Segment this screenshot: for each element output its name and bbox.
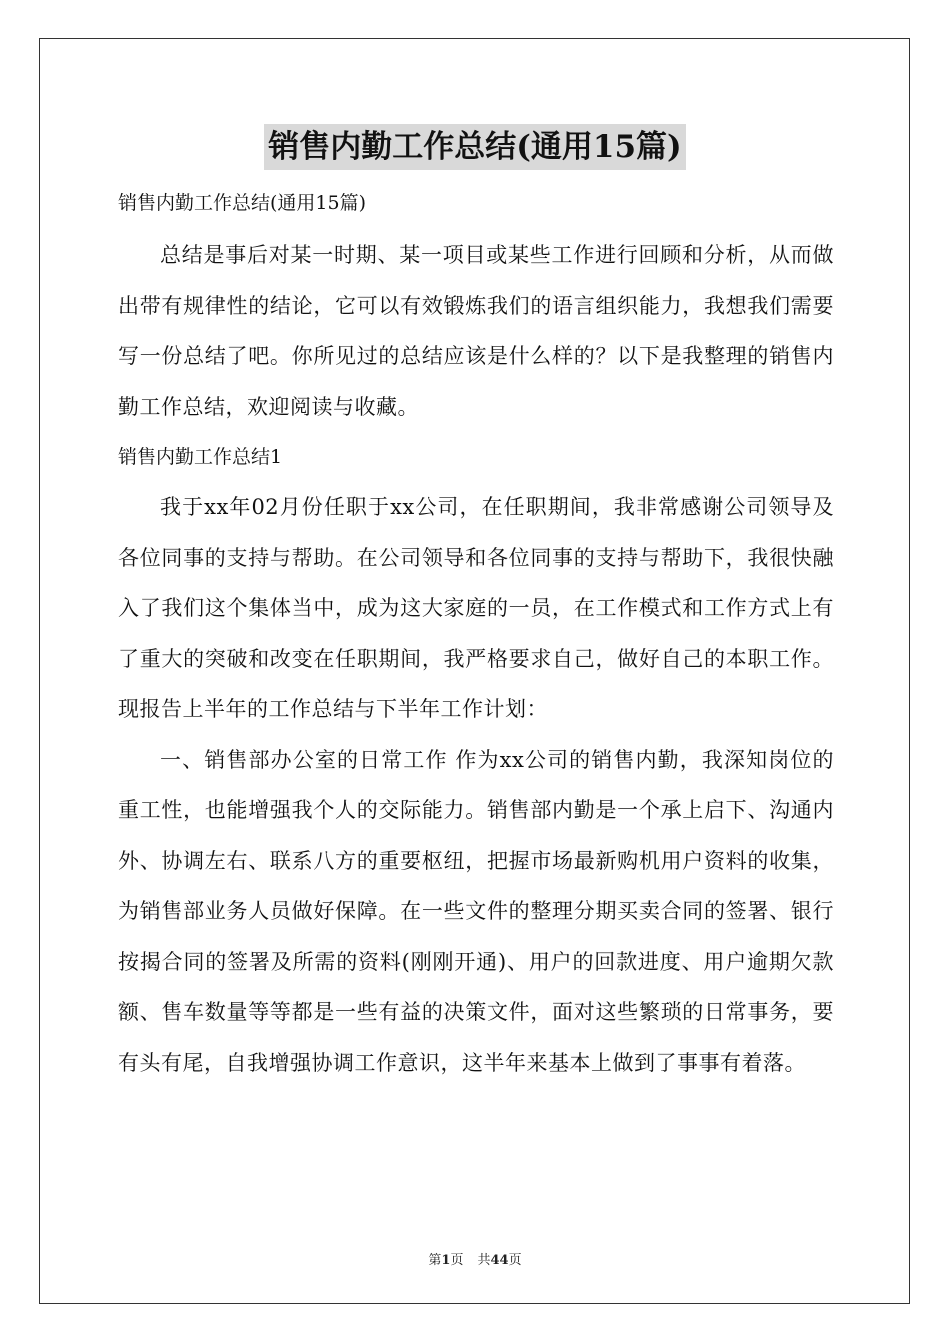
document-subtitle: 销售内勤工作总结(通用15篇): [118, 192, 367, 214]
total-suffix: 页: [508, 1253, 522, 1268]
section-heading: 销售内勤工作总结1: [118, 446, 283, 468]
document-title: 销售内勤工作总结(通用15篇): [264, 124, 685, 170]
title-container: [0, 124, 950, 170]
page-number: 1: [441, 1253, 451, 1268]
body-paragraph-1: 我于xx年02月份任职于xx公司，在任职期间，我非常感谢公司领导及各位同事的支持与帮助。在公司领导和各位同事的支持与帮助下，我很快融入了我们这个集体当中，成为这大家庭的一员，在工作模式和工作方式上有了重大的突破和改变在任职期间，我严格要求自己，做好自己的本职工作。现报告上半年的工作总结与下半年工作计划：: [118, 495, 834, 721]
document-body: [118, 178, 834, 1088]
page-suffix: 页: [450, 1253, 464, 1268]
body-paragraph-2: 一、销售部办公室的日常工作 作为xx公司的销售内勤，我深知岗位的重工性，也能增强我个人的交际能力。销售部内勤是一个承上启下、沟通内外、协调左右、联系八方的重要枢纽，把握市场最新购机用户资料的收集，为销售部业务人员做好保障。在一些文件的整理分期买卖合同的签署、银行按揭合同的签署及所需的资料(刚刚开通)、用户的回款进度、用户逾期欠款额、售车数量等等都是一些有益的决策文件，面对这些繁琐的日常事务，要有头有尾，自我增强协调工作意识，这半年来基本上做到了事事有着落。: [118, 747, 834, 1075]
intro-paragraph: 总结是事后对某一时期、某一项目或某些工作进行回顾和分析，从而做出带有规律性的结论，它可以有效锻炼我们的语言组织能力，我想我们需要写一份总结了吧。你所见过的总结应该是什么样的？以下是我整理的销售内勤工作总结，欢迎阅读与收藏。: [118, 243, 834, 419]
total-prefix: 共: [477, 1253, 491, 1268]
total-pages: 44: [490, 1253, 509, 1268]
page-prefix: 第: [428, 1253, 442, 1268]
page-footer: [0, 1249, 950, 1268]
